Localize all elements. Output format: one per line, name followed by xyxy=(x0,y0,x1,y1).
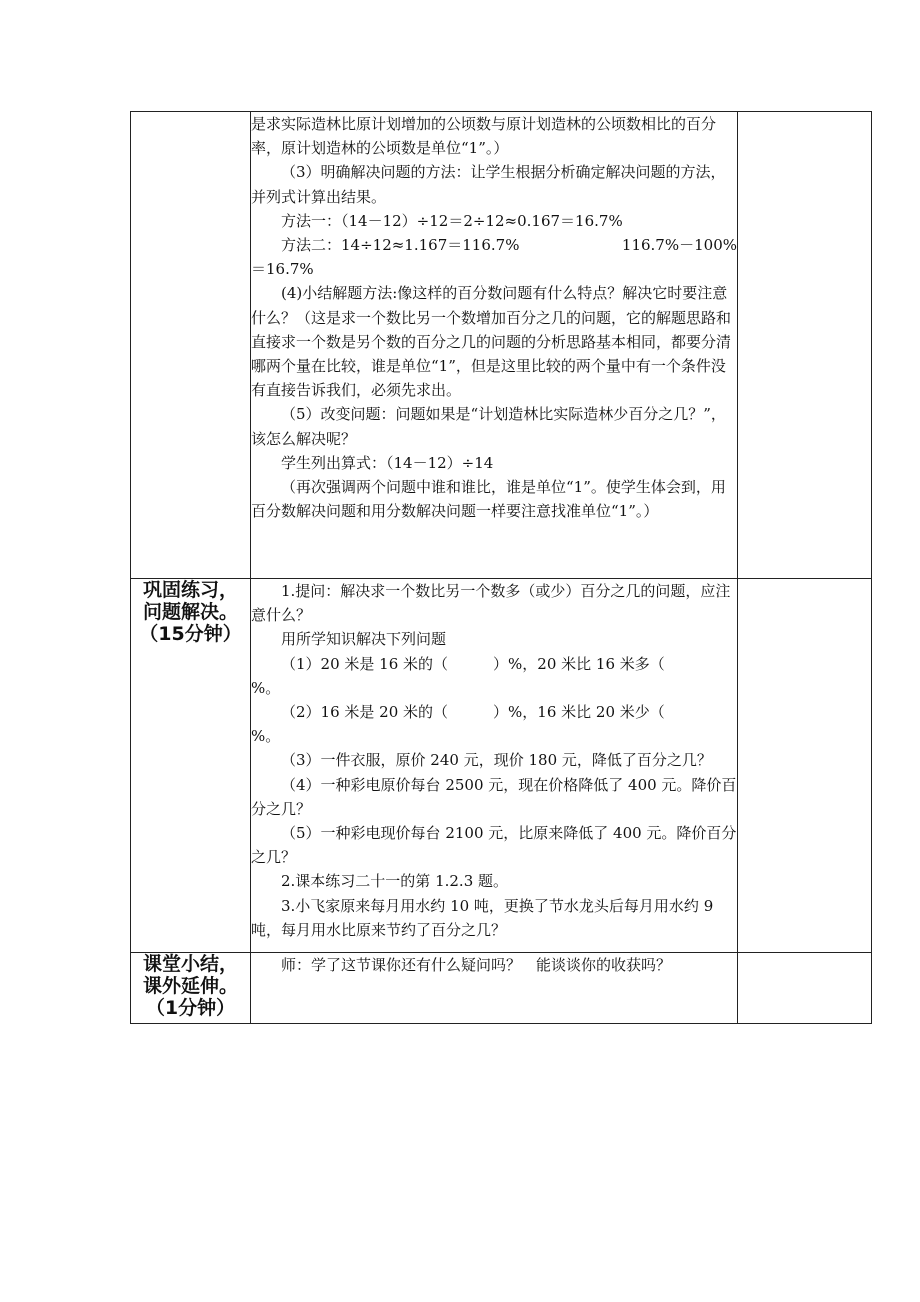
table-row xyxy=(131,953,872,1024)
section-label-cell xyxy=(131,579,251,953)
paragraph: （3）一件衣服，原价 240 元，现价 180 元，降低了百分之几？ xyxy=(281,751,712,770)
paragraph: （5）改变问题：问题如果是“计划造林比实际造林少百分之几？”，该怎么解决呢？ xyxy=(251,405,726,448)
paragraph: 3.小飞家原来每月用水约 10 吨，更换了节水龙头后每月用水约 9 吨，每月用水比原来节约了百分之几？ xyxy=(251,896,714,939)
paragraph: 1.提问：解决求一个数比另一个数多（或少）百分之几的问题，应注意什么？ xyxy=(251,582,731,625)
notes-cell xyxy=(738,112,872,579)
paragraph: （5）一种彩电现价每台 2100 元，比原来降低了 400 元。降价百分之几？ xyxy=(251,824,737,867)
method-two-tail: 116.7%－100% xyxy=(621,236,737,255)
practice-content-cell xyxy=(251,579,738,953)
paragraph: 是求实际造林比原计划增加的公顷数与原计划造林的公顷数相比的百分率，原计划造林的公顷数是单位“1”。） xyxy=(251,115,717,158)
section-label-line: 课堂小结， xyxy=(142,953,238,975)
process-content-cell xyxy=(251,112,738,579)
paragraph: （2）16 米是 20 米的（ ）%，16 米比 20 米少（ %。 xyxy=(251,703,710,746)
section-label-line: （15分钟） xyxy=(139,623,242,645)
paragraph: 学生列出算式：（14－12）÷14 xyxy=(281,453,494,472)
paragraph: ＝16.7% xyxy=(251,260,314,279)
paragraph: 方法一：（14－12）÷12＝2÷12≈0.167＝16.7% xyxy=(281,211,623,230)
section-label-cell xyxy=(131,953,251,1024)
paragraph: (4)小结解题方法:像这样的百分数问题有什么特点？解决它时要注意什么？（这是求一个数比另一个数增加百分之几的问题，它的解题思路和直接求一个数是另个数的百分之几的问题的分析思路基本相同，都要分清哪两个量在比较，谁是单位“1”，但是这里比较的两个量中有一个条件没有直接告诉我们，必须先求出。 xyxy=(251,284,732,400)
section-label-line: （1分钟） xyxy=(145,997,236,1019)
summary-content-cell xyxy=(251,953,738,1024)
table-row xyxy=(131,112,872,579)
paragraph: （再次强调两个问题中谁和谁比，谁是单位“1”。使学生体会到，用百分数解决问题和用分数解决问题一样要注意找准单位“1”。） xyxy=(251,478,726,521)
section-label-line: 巩固练习， xyxy=(142,579,238,601)
section-label-line: 课外延伸。 xyxy=(142,975,238,997)
paragraph: 师：学了这节课你还有什么疑问吗？ 能谈谈你的收获吗？ xyxy=(281,956,672,974)
paragraph: （4）一种彩电原价每台 2500 元，现在价格降低了 400 元。降价百分之几？ xyxy=(251,775,737,818)
notes-cell xyxy=(738,953,872,1024)
lesson-plan-table xyxy=(130,111,872,1024)
paragraph: （3）明确解决问题的方法：让学生根据分析确定解决问题的方法，并列式计算出结果。 xyxy=(251,163,726,206)
table-row xyxy=(131,579,872,953)
method-two-text: 方法二：14÷12≈1.167＝116.7% xyxy=(281,236,520,255)
paragraph: 2.课本练习二十一的第 1.2.3 题。 xyxy=(281,872,509,891)
paragraph: （1）20 米是 16 米的（ ）%，20 米比 16 米多（ %。 xyxy=(251,654,710,697)
section-label-cell xyxy=(131,112,251,579)
paragraph: 用所学知识解决下列问题 xyxy=(281,630,447,649)
paragraph xyxy=(251,233,737,257)
notes-cell xyxy=(738,579,872,953)
section-label-line: 问题解决。 xyxy=(142,601,238,623)
